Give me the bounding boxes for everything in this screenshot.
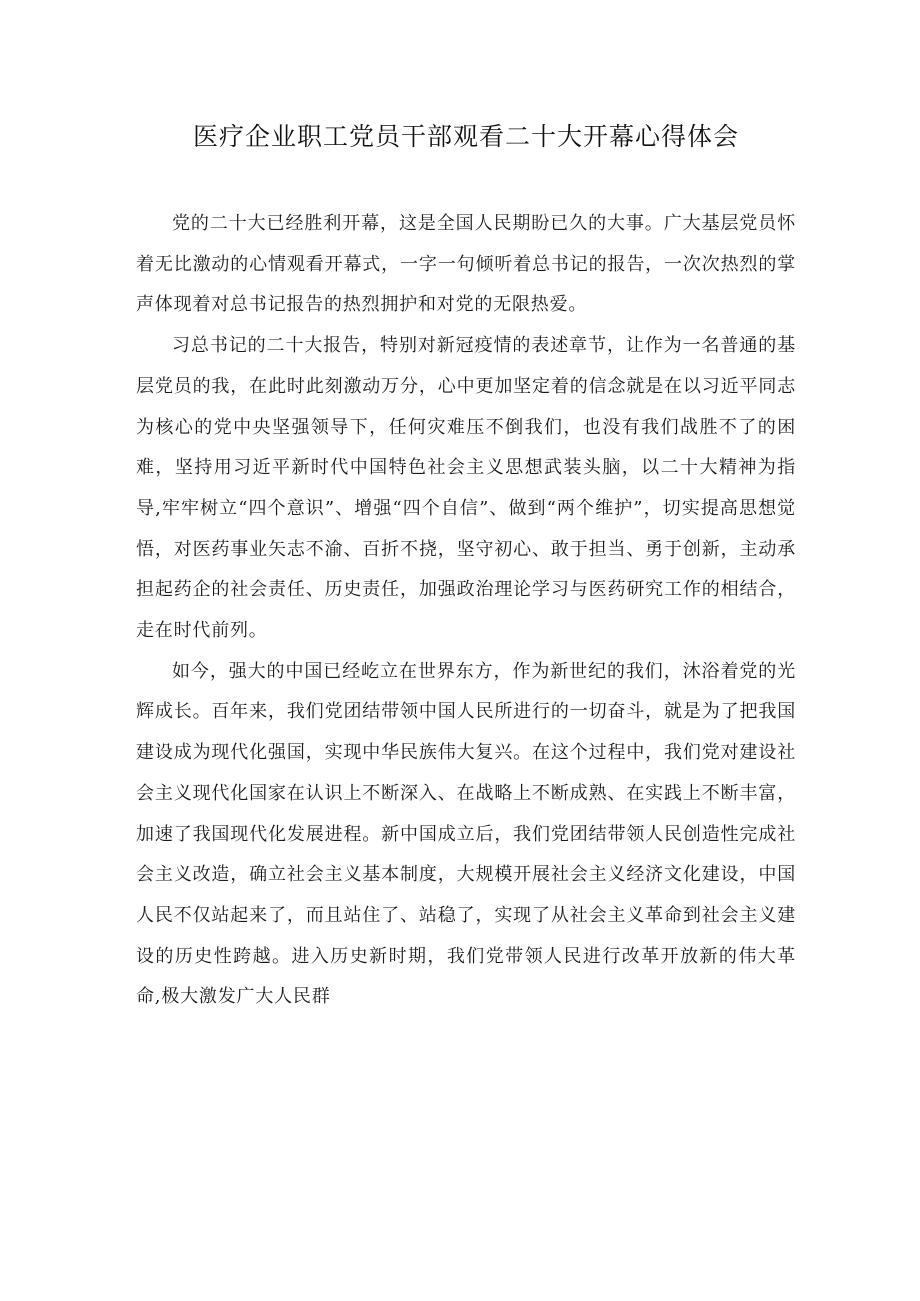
paragraph-3: 如今，强大的中国已经屹立在世界东方，作为新世纪的我们，沐浴着党的光辉成长。百年来，我们党团结带领中国人民所进行的一切奋斗，就是为了把我国建设成为现代化强国，实现中华民族伟大复兴。在这个过程中，我们党对建设社会主义现代化国家在认识上不断深入、在战略上不断成熟、在实践上不断丰富，加速了我国现代化发展进程。新中国成立后，我们党团结带领人民创造性完成社会主义改造，确立社会主义基本制度，大规模开展社会主义经济文化建设，中国人民不仅站起来了，而且站住了、站稳了，实现了从社会主义革命到社会主义建设的历史性跨越。进入历史新时期，我们党带领人民进行改革开放新的伟大革命,极大激发广大人民群 — [136, 660, 796, 1008]
paragraph-2: 习总书记的二十大报告，特别对新冠疫情的表述章节，让作为一名普通的基层党员的我，在此时此刻激动万分，心中更加坚定着的信念就是在以习近平同志为核心的党中央坚强领导下，任何灾难压不倒我们，也没有我们战胜不了的困难，坚持用习近平新时代中国特色社会主义思想武装头脑，以二十大精神为指导,牢牢树立“四个意识”、增强“四个自信”、做到“两个维护”，切实提高思想觉悟，对医药事业矢志不渝、百折不挠，坚守初心、敢于担当、勇于创新，主动承担起药企的社会责任、历史责任，加强政治理论学习与医药研究工作的相结合，走在时代前列。 — [136, 335, 796, 642]
document-title: 医疗企业职工党员干部观看二十大开幕心得体会 — [192, 122, 739, 151]
paragraph-1: 党的二十大已经胜利开幕，这是全国人民期盼已久的大事。广大基层党员怀着无比激动的心情观看开幕式，一字一句倾听着总书记的报告，一次次热烈的掌声体现着对总书记报告的热烈拥护和对党的无限热爱。 — [136, 213, 796, 316]
document-body — [136, 204, 796, 1018]
